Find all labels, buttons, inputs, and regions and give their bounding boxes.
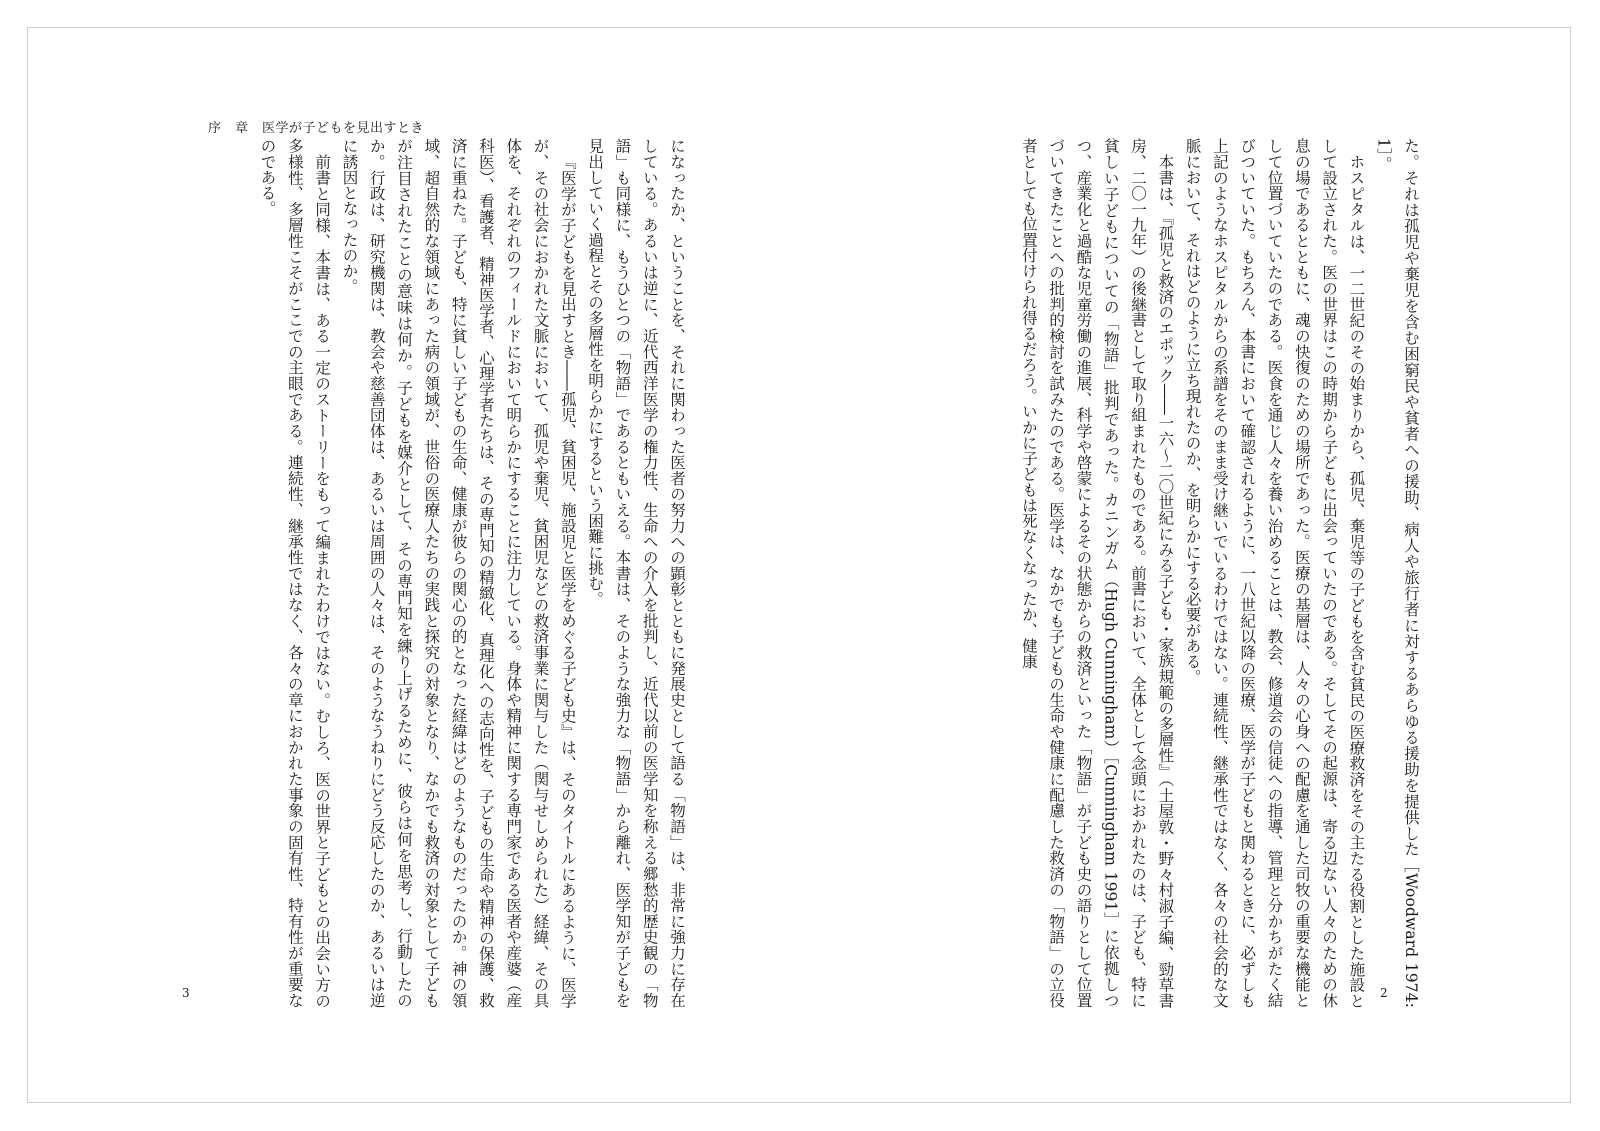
paragraph: になったか、ということを、それに関わった医者の努力への顕彰とともに発展史として語る「物語」は、非常に強力に存在している。あるいは逆に、近代西洋医学の権力性、生命への介入を批判し、近代以前の医学知を称える郷愁的歴史観の「物語」も同様に、もうひとつの「物語」であるともいえる。本書は、そのような強力な「物語」から離れ、医学知が子どもを見出していく過程とその多層性を明らかにするという困難に挑む。 — [586, 138, 686, 1008]
book-spread — [27, 27, 1571, 1103]
page-number: 3 — [182, 986, 190, 1000]
paragraph: た。それは孤児や棄児を含む困窮民や貧者への援助、病人や旅行者に対するあらゆる援助を提供した［Woodward 1974: 1］。 — [1374, 138, 1420, 1008]
left-page-body — [220, 138, 690, 1008]
paragraph: ホスピタルは、一二世紀のその始まりから、孤児、棄児等の子どもを含む貧民の医療救済をその主たる役割とした施設として設立された。医の世界はこの時期から子どもに出会っていたのである。そしてその起源は、寄る辺ない人々のための休息の場であるとともに、魂の快復のための場所であった。医療の基層は、人々の心身への配慮を通した司牧の重要な機能として位置づいていたのである。医食を通じ人々を養い治めることは、教会、修道会の信徒への指導、管理と分かちがたく結びついていた。もちろん、本書において確認されるように、一八世紀以降の医療、医学が子どもと関わるときに、必ずしも上記のようなホスピタルからの系譜をそのまま受け継いでいるわけではない。連続性、継承性ではなく、各々の社会的な文脈において、それはどのように立ち現れたのか、を明らかにする必要がある。 — [1183, 138, 1366, 1008]
running-head: 序 章 医学が子どもを見出すとき — [208, 121, 425, 136]
right-page-body — [948, 138, 1424, 1008]
left-page — [28, 28, 800, 1102]
right-page — [800, 28, 1572, 1102]
paragraph: 本書は、『孤児と救済のエポック――一六〜二〇世紀にみる子ども・家族規範の多層性』（土屋敦・野々村淑子編、勁草書房、二〇一九年）の後継書として取り組まれたものである。前書において、全体として念頭におかれたのは、子ども、特に貧しい子どもについての「物語」批判であった。カニンガム（Hugh Cunningham）［Cunningham 1991］に依拠しつつ、産業化と過酷な児童労働の進展、科学や啓蒙によるその状態からの救済といった「物語」が子ども史の語りとして位置づいてきたことへの批判的検討を試みたのである。医学は、なかでも子どもの生命や健康に配慮した救済の「物語」の立役者としても位置付けられ得るだろう。いかに子どもは死なくなったか、健康 — [1019, 138, 1175, 1008]
paragraph: 『医学が子どもを見出すとき――孤児、貧困児、施設児と医学をめぐる子ども史』は、そのタイトルにあるように、医学が、その社会におかれた文脈において、孤児や棄児、貧困児などの救済事業に関与した（関与せしめられた）経緯、その具体を、それぞれのフィールドにおいて明らかにすることに注力している。身体や精神に関する専門家である医者や産婆（産科医）、看護者、精神医学者、心理学者たちは、その専門知の精緻化、真理化への志向性を、子どもの生命や精神の保護、救済に重ねた。子ども、特に貧しい子どもの生命、健康が彼らの関心の的となった経緯はどのようなものだったのか。神の領域、超自然的な領域にあった病の領域が、世俗の医療人たちの実践と探究の対象となり、なかでも救済の対象として子どもが注目されたことの意味は何か。子どもを媒介として、その専門知を練り上げるために、彼らは何を思考し、行動したのか。行政は、研究機関は、教会や慈善団体は、あるいは周囲の人々は、そのようなうねりにどう反応したのか、あるいは逆に誘因となったのか。 — [340, 138, 577, 1008]
paragraph: 前書と同様、本書は、ある一定のストーリーをもって編まれたわけではない。むしろ、医の世界と子どもとの出会い方の多様性、多層性こそがここでの主眼である。連続性、継承性ではなく、各々の章におかれた事象の固有性、特有性が重要なのである。 — [258, 138, 332, 1008]
page-number: 2 — [1380, 986, 1388, 1000]
